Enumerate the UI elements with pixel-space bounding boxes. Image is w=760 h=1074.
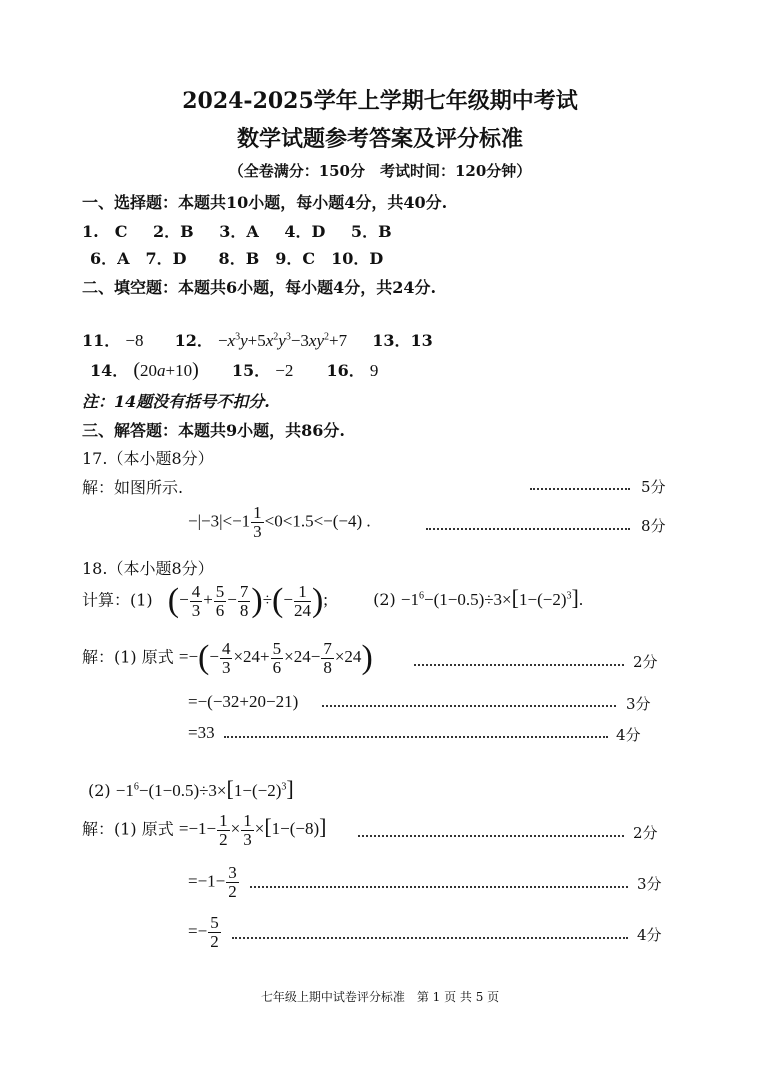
p18-score-3: 3分 (626, 695, 651, 713)
p18-score-4: 4分 (616, 726, 641, 744)
q14-number: 14． (90, 361, 129, 380)
p18-heading: 18.（本小题8分） (82, 559, 214, 578)
leader-dots (224, 736, 608, 738)
section1-heading: 一、选择题：本题共10小题，每小题4分，共40分. (82, 193, 448, 212)
q13-answer: 13．13 (372, 331, 433, 350)
q16-number: 16． (326, 361, 365, 380)
q15-number: 15． (231, 361, 271, 380)
p18-score-2: 2分 (633, 653, 658, 671)
p18-part1-expr: (− $\frac{4}{3}$ + $\frac{5}{6}$ − $\frac{7}{8}$ )÷(− $\frac{1}{24}$ ); (167, 582, 329, 620)
q12-number: 12． (174, 331, 213, 350)
note: 注：14题没有括号不扣分. (82, 392, 270, 411)
leader-dots (426, 528, 630, 530)
p18-sol2-score-3: 3分 (637, 875, 662, 893)
p18-sol1-step3: =33 (188, 723, 215, 742)
p18-sol2-step3: =− $\frac{5}{2}$ (188, 913, 219, 951)
p18-calc-label: 计算：(1) (82, 590, 153, 610)
p18-sol1-label: 解：(1) 原式 (82, 647, 174, 667)
fill-row-2 (90, 358, 378, 382)
p18-part2-restate (88, 776, 294, 802)
p18-problem (82, 583, 583, 620)
p18-part2-restate-label: (2) (88, 781, 111, 800)
answers-row-1: 1. C 2．B 3．A 4．D 5．B (82, 222, 392, 241)
p18-sol1-expr: =−(− $\frac{4}{3}$ ×24+ $\frac{5}{6}$ ×24− $\frac{7}{8}$ ×24) (178, 639, 373, 677)
p18-sol2-step2: =−1− $\frac{3}{2}$ (188, 863, 237, 901)
q14-answer: (20a+10) (133, 359, 199, 381)
leader-dots (322, 705, 616, 707)
p17-heading: 17.（本小题8分） (82, 449, 214, 468)
p18-sol2-score-2: 2分 (633, 824, 658, 842)
q16-answer: 9 (369, 361, 379, 380)
page-footer: 七年级上期中试卷评分标准 第 1 页 共 5 页 (260, 990, 500, 1004)
p18-sol1-step2: =−(−32+20−21) (188, 692, 299, 711)
p18-sol2-score-4: 4分 (637, 926, 662, 944)
p18-sol2-line1 (82, 812, 326, 849)
section2-heading: 二、填空题：本题共6小题，每小题4分，共24分. (82, 278, 437, 297)
p18-sol2-label: 解：(1) 原式 (82, 819, 174, 839)
leader-dots (358, 835, 624, 837)
fill-row-1 (82, 328, 433, 351)
leader-dots (250, 886, 628, 888)
p18-sol1-line1 (82, 640, 373, 677)
p17-score-1: 5分 (641, 478, 666, 496)
page-subtitle: 数学试题参考答案及评分标准 (236, 126, 523, 152)
p17-solution-label: 解：如图所示. (82, 478, 184, 497)
q12-answer: $-x^3y+5x^2y^3-3xy^2+7$ (217, 331, 348, 350)
q11-answer: −8 (125, 331, 144, 350)
leader-dots (530, 488, 630, 490)
p18-sol2-expr: =−1− $\frac{1}{2}$ × $\frac{1}{3}$ ×[1−(−8)] (178, 811, 327, 849)
leader-dots (232, 937, 628, 939)
p18-part2-restate-expr: $-1^6-(1-0.5)\div 3\times[1-(-2)^3]$ (115, 776, 294, 801)
p17-inequality: −|−3|<−1 $\frac{1}{3}$ <0<1.5<−(−4) . (188, 503, 371, 541)
answers-row-2: 6．A 7．D 8．B 9．C 10．D (90, 249, 384, 268)
page-title: 2024-2025学年上学期七年级期中考试 (182, 88, 578, 114)
exam-info: （全卷满分：150分 考试时间：120分钟） (228, 162, 532, 180)
p18-part2-expr: $-1^6-(1-0.5)\div 3\times[1-(-2)^3]$. (400, 585, 584, 611)
q15-answer: −2 (275, 361, 294, 380)
leader-dots (414, 664, 624, 666)
p17-score-2: 8分 (641, 517, 666, 535)
p18-part2-label: (2) (373, 590, 396, 610)
q11-number: 11． (82, 331, 121, 350)
section3-heading: 三、解答题：本题共9小题，共86分. (82, 421, 345, 440)
